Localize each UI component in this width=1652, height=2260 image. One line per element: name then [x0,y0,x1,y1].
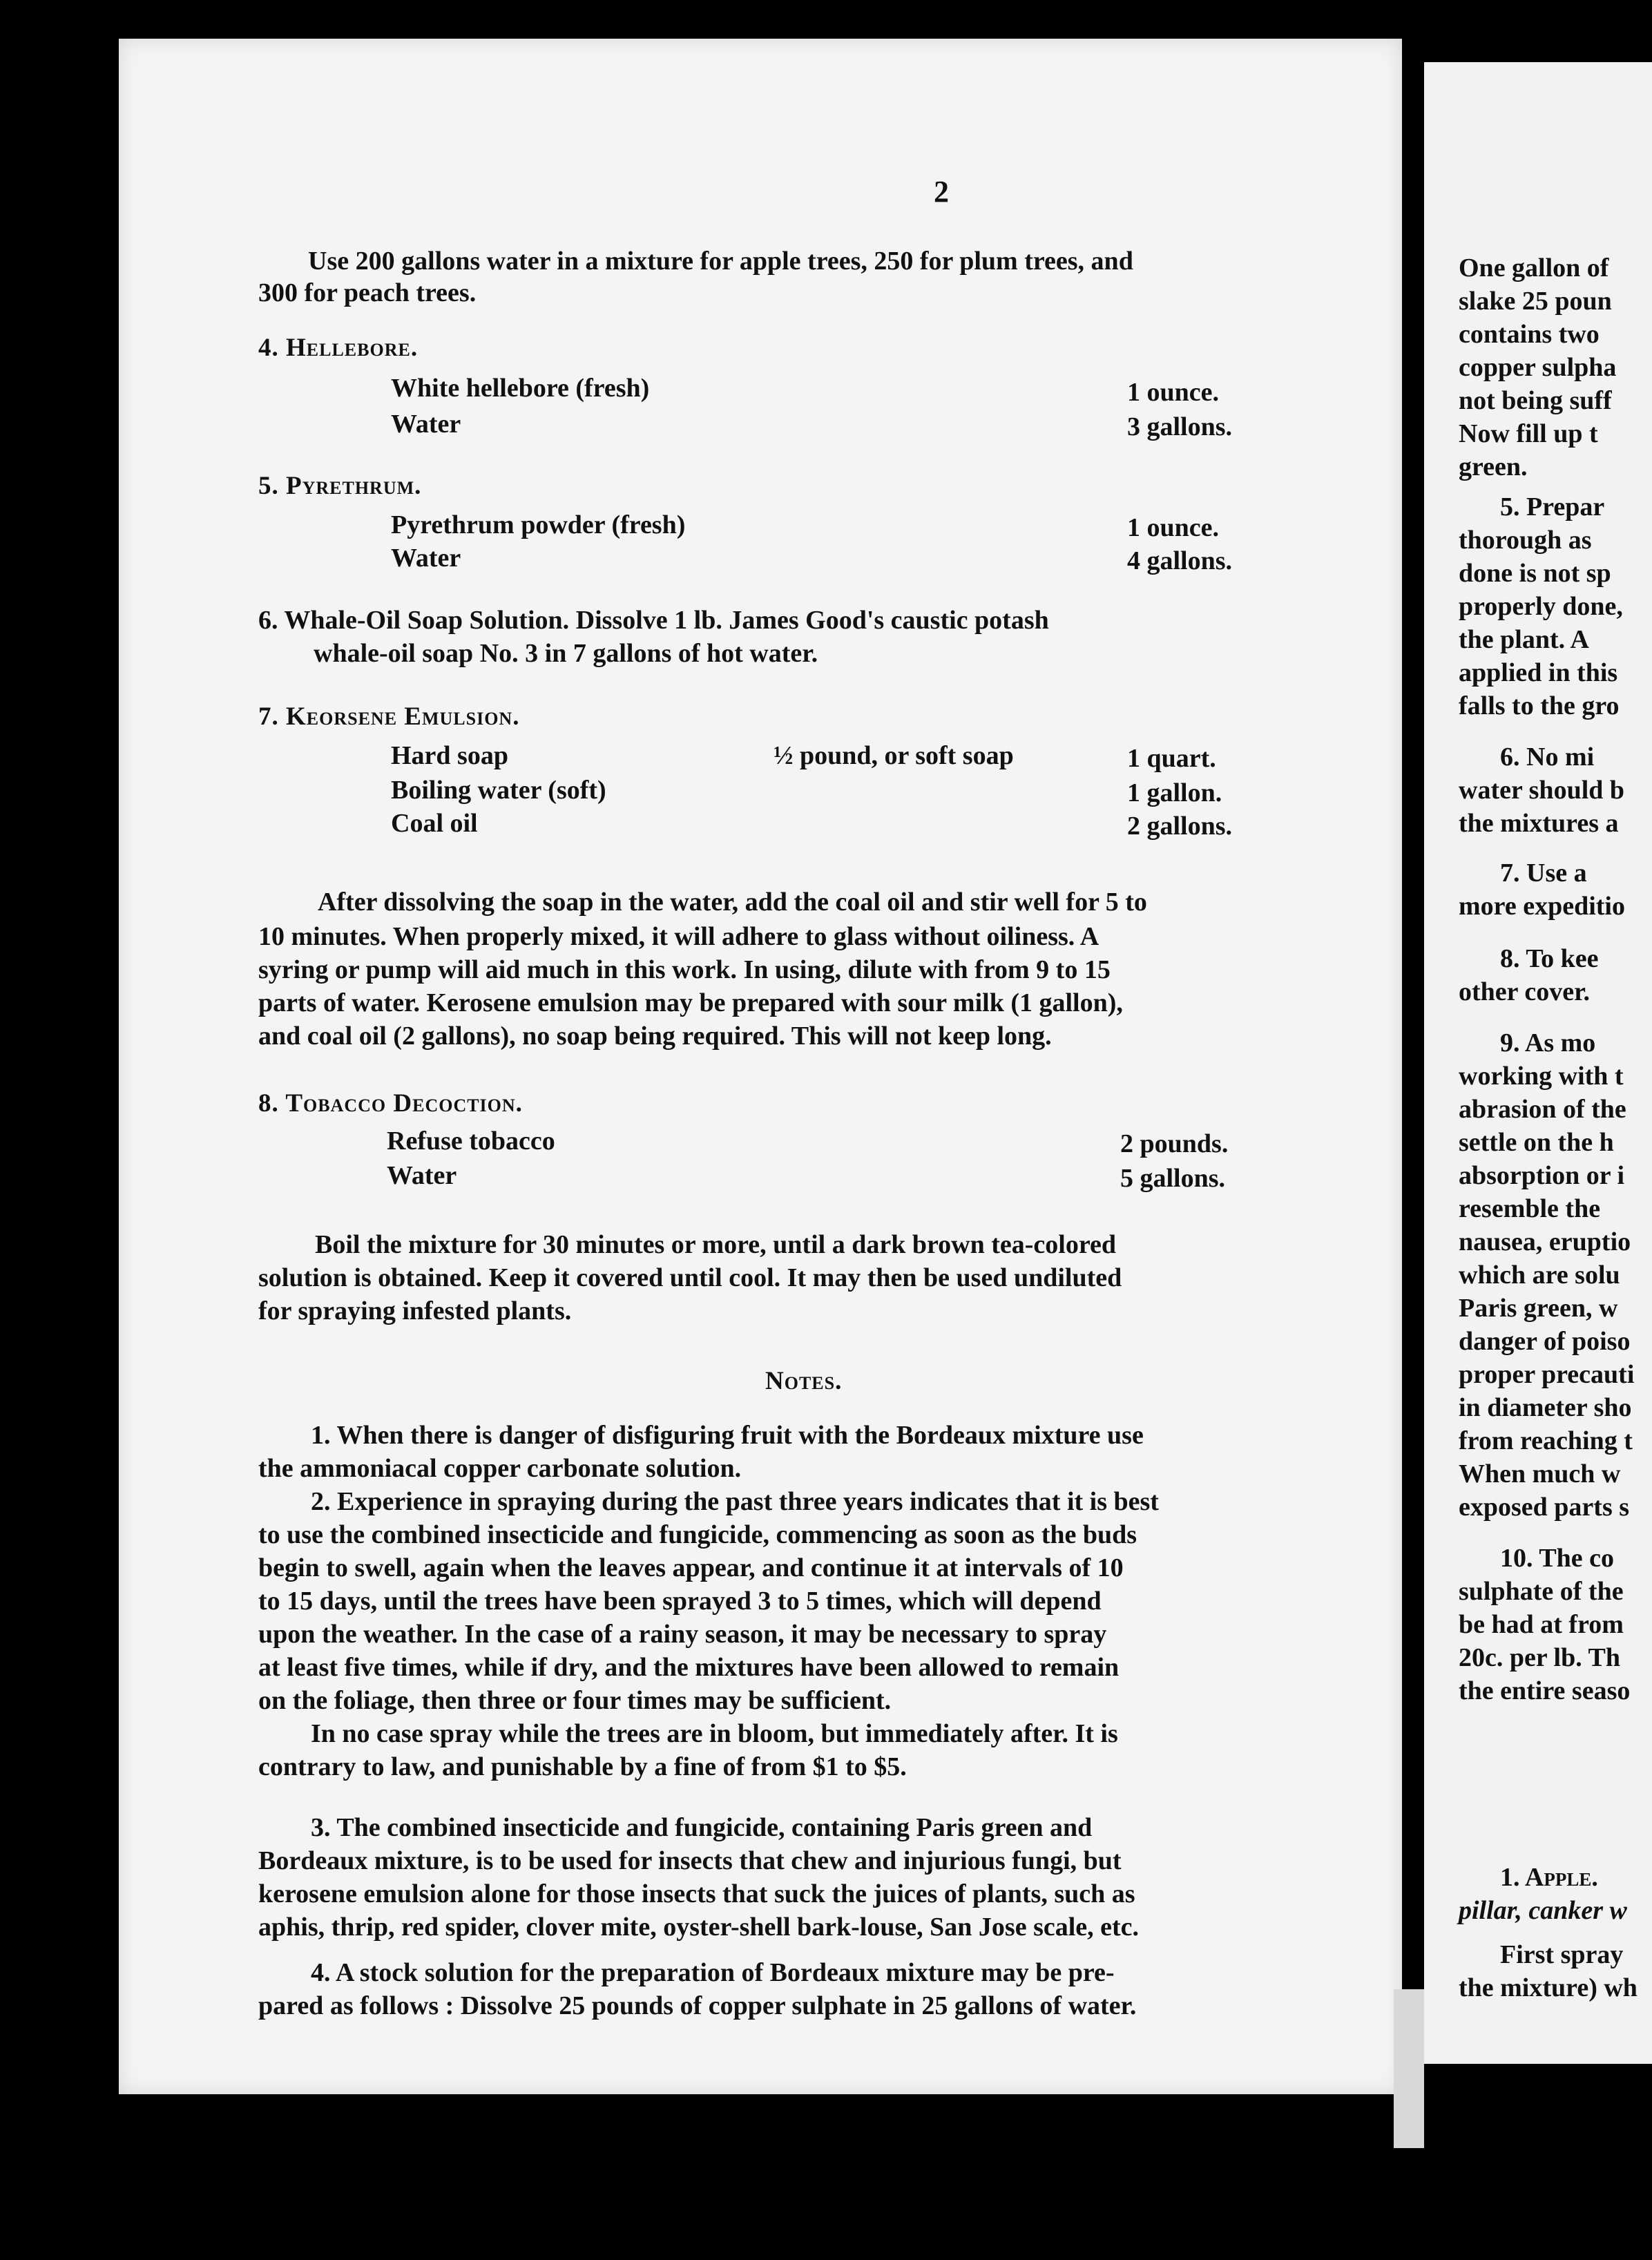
note2-line-1: 2. Experience in spraying during the past three years indicates that it is best [311,1487,1159,1516]
right-line: the plant. A [1459,625,1589,654]
kerosene-para-1: After dissolving the soap in the water, add the coal oil and stir well for 5 to [318,888,1147,917]
heading-tobacco: 8. Tobacco Decoction. [258,1089,523,1118]
kerosene-item-3: Coal oil [391,809,478,838]
heading-pyrethrum: 5. Pyrethrum. [258,472,422,500]
note3-line-2: Bordeaux mixture, is to be used for insects that chew and injurious fungi, but [258,1846,1122,1875]
right-line: 8. To kee [1500,944,1599,973]
right-line: 7. Use a [1500,859,1587,888]
right-line: working with t [1459,1062,1624,1091]
kerosene-para-3: syring or pump will aid much in this work. In using, dilute with from 9 to 15 [258,955,1111,984]
right-line: the mixtures a [1459,809,1619,838]
note2-line-2: to use the combined insecticide and fungicide, commencing as soon as the buds [258,1520,1137,1549]
right-line: exposed parts s [1459,1493,1630,1522]
right-line: done is not sp [1459,559,1611,588]
right-line: settle on the h [1459,1128,1614,1157]
right-line: the entire seaso [1459,1676,1631,1705]
note1-line-2: the ammoniacal copper carbonate solution. [258,1454,742,1483]
right-line: 9. As mo [1500,1028,1596,1057]
intro-line-2: 300 for peach trees. [258,278,477,307]
right-line: contains two [1459,320,1600,349]
right-line: Now fill up t [1459,419,1598,448]
right-line: be had at from [1459,1610,1624,1639]
right-line: more expeditio [1459,892,1625,921]
note2b-line-1: In no case spray while the trees are in bloom, but immediately after. It is [311,1719,1118,1748]
right-line: water should b [1459,776,1625,805]
right-line: the mixture) wh [1459,1973,1637,2002]
kerosene-extra-1: ½ pound, or soft soap [774,741,1014,770]
note2-line-5: upon the weather. In the case of a rainy season, it may be necessary to spray [258,1620,1107,1649]
right-line: 10. The co [1500,1544,1615,1573]
note3-line-4: aphis, thrip, red spider, clover mite, oyster-shell bark-louse, San Jose scale, etc. [258,1913,1140,1942]
note2b-line-2: contrary to law, and punishable by a fine of from $1 to $5. [258,1752,907,1781]
note2-line-7: on the foliage, then three or four times may be sufficient. [258,1686,892,1715]
tobacco-para-3: for spraying infested plants. [258,1296,572,1325]
right-line: copper sulpha [1459,353,1617,382]
kerosene-amount-3: 2 gallons. [1127,812,1233,841]
right-line: which are solu [1459,1261,1620,1290]
right-line: resemble the [1459,1194,1601,1223]
page-spine [1394,1989,1424,2148]
hellebore-item-1: White hellebore (fresh) [391,374,650,403]
heading-kerosene: 7. Keorsene Emulsion. [258,702,520,731]
note4-line-2: pared as follows : Dissolve 25 pounds of copper sulphate in 25 gallons of water. [258,1991,1137,2020]
right-line: pillar, canker w [1459,1896,1627,1925]
note2-line-4: to 15 days, until the trees have been sprayed 3 to 5 times, which will depend [258,1587,1102,1616]
hellebore-amount-1: 1 ounce. [1127,378,1219,407]
right-line: applied in this [1459,658,1618,687]
right-line: 6. No mi [1500,743,1595,772]
pyrethrum-item-1: Pyrethrum powder (fresh) [391,510,686,539]
right-line: abrasion of the [1459,1095,1626,1124]
pyrethrum-amount-2: 4 gallons. [1127,546,1233,575]
note1-line-1: 1. When there is danger of disfiguring fruit with the Bordeaux mixture use [311,1421,1144,1450]
pyrethrum-amount-1: 1 ounce. [1127,513,1219,542]
right-line: Paris green, w [1459,1294,1618,1323]
note4-line-1: 4. A stock solution for the preparation of Bordeaux mixture may be pre- [311,1958,1115,1987]
kerosene-amount-1: 1 quart. [1127,744,1216,773]
hellebore-amount-2: 3 gallons. [1127,412,1233,441]
hellebore-item-2: Water [391,410,461,439]
page-number: 2 [934,175,949,209]
right-line: in diameter sho [1459,1393,1632,1422]
kerosene-item-2: Boiling water (soft) [391,776,606,805]
tobacco-item-1: Refuse tobacco [387,1127,555,1156]
right-line: slake 25 poun [1459,287,1612,316]
whale-oil-line-1: 6. Whale-Oil Soap Solution. Dissolve 1 lb. James Good's caustic potash [258,606,1049,635]
right-line: absorption or i [1459,1161,1625,1190]
right-line: properly done, [1459,592,1623,621]
right-line: falls to the gro [1459,691,1620,720]
kerosene-para-5: and coal oil (2 gallons), no soap being required. This will not keep long. [258,1022,1052,1051]
tobacco-para-2: solution is obtained. Keep it covered until cool. It may then be used undiluted [258,1263,1122,1292]
right-line: One gallon of [1459,253,1609,282]
right-line: First spray [1500,1940,1624,1969]
kerosene-para-2: 10 minutes. When properly mixed, it will adhere to glass without oiliness. A [258,922,1099,951]
heading-hellebore: 4. Hellebore. [258,334,419,362]
right-line: from reaching t [1459,1426,1633,1455]
pyrethrum-item-2: Water [391,544,461,573]
right-line: other cover. [1459,977,1590,1006]
tobacco-amount-1: 2 pounds. [1120,1129,1229,1158]
right-line: thorough as [1459,526,1592,555]
right-line: nausea, eruptio [1459,1227,1631,1256]
notes-heading: Notes. [765,1367,843,1395]
kerosene-para-4: parts of water. Kerosene emulsion may be prepared with sour milk (1 gallon), [258,988,1123,1017]
tobacco-para-1: Boil the mixture for 30 minutes or more, until a dark brown tea-colored [315,1230,1117,1259]
note2-line-6: at least five times, while if dry, and the mixtures have been allowed to remain [258,1653,1120,1682]
right-line: 5. Prepar [1500,492,1605,521]
right-line: sulphate of the [1459,1577,1624,1606]
intro-line-1: Use 200 gallons water in a mixture for apple trees, 250 for plum trees, and [308,247,1133,276]
right-page [1424,62,1652,2064]
right-line: danger of poiso [1459,1327,1631,1356]
note2-line-3: begin to swell, again when the leaves appear, and continue it at intervals of 10 [258,1553,1124,1582]
kerosene-amount-2: 1 gallon. [1127,778,1222,807]
whale-oil-line-2: whale-oil soap No. 3 in 7 gallons of hot water. [314,639,818,668]
left-page [119,39,1402,2094]
right-line: When much w [1459,1459,1621,1488]
note3-line-1: 3. The combined insecticide and fungicide, containing Paris green and [311,1813,1093,1842]
right-line: proper precauti [1459,1360,1635,1389]
right-line: not being suff [1459,386,1612,415]
tobacco-item-2: Water [387,1161,457,1190]
kerosene-item-1: Hard soap [391,741,508,770]
right-line: 1. Apple. [1500,1863,1598,1892]
right-line: 20c. per lb. Th [1459,1643,1621,1672]
tobacco-amount-2: 5 gallons. [1120,1164,1226,1193]
right-line: green. [1459,452,1528,481]
note3-line-3: kerosene emulsion alone for those insects that suck the juices of plants, such as [258,1879,1135,1908]
